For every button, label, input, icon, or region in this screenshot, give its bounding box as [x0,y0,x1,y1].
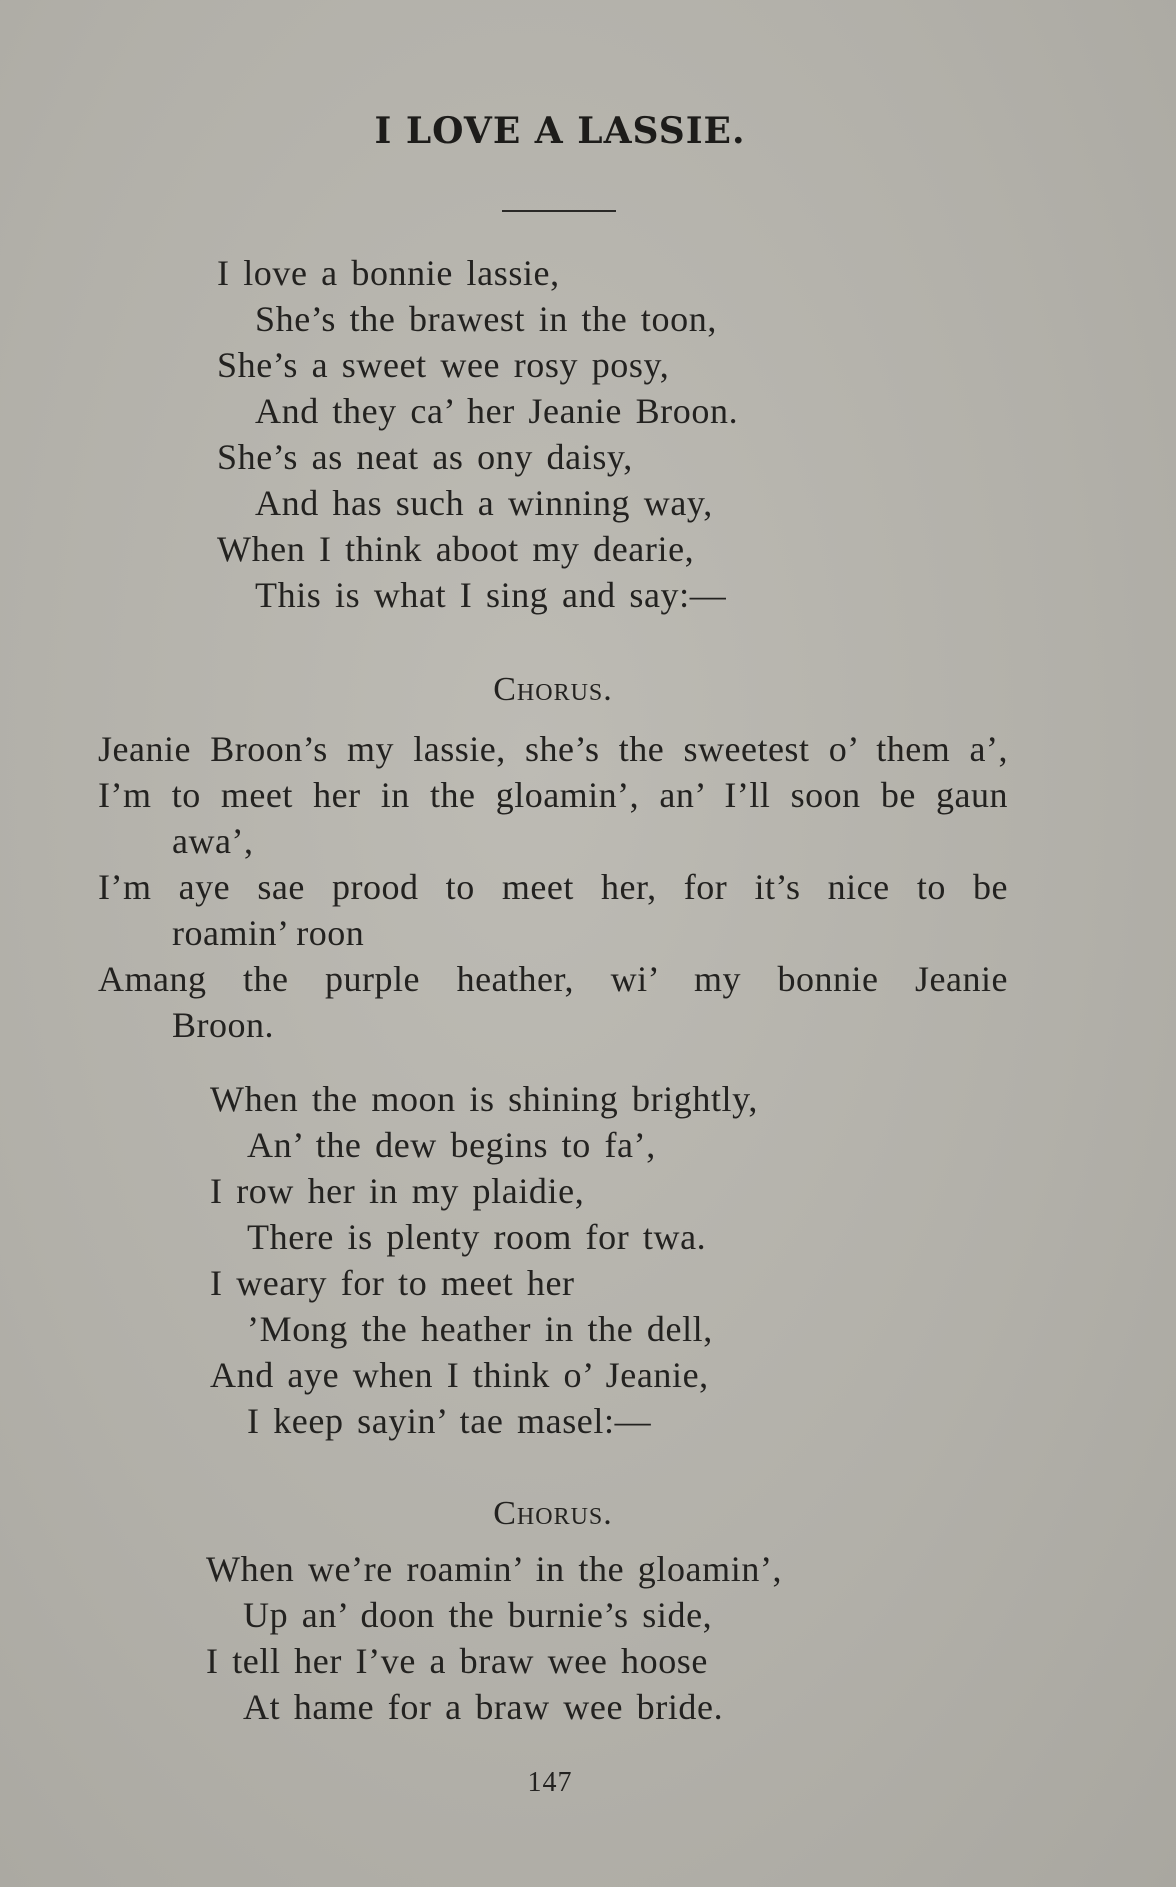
chorus-line-3: I’m aye sae prood to meet her, for it’s nice to be [98,867,1008,907]
verse-3-line-4: At hame for a braw wee bride. [243,1687,724,1727]
verse-1-line-2: She’s the brawest in the toon, [255,299,717,339]
verse-1-line-6: And has such a winning way, [255,483,713,523]
verse-1-line-8: This is what I sing and say:— [255,575,727,615]
chorus-line-2-cont: awa’, [172,821,254,861]
verse-2-line-2: An’ the dew begins to fa’, [247,1125,656,1165]
title-rule [502,210,616,212]
chorus-line-3-cont: roamin’ roon [172,913,365,953]
chorus-heading-2: Chorus. [493,1495,613,1532]
verse-2-line-3: I row her in my plaidie, [210,1171,585,1211]
verse-3-line-3: I tell her I’ve a braw wee hoose [206,1641,708,1681]
verse-2-line-4: There is plenty room for twa. [247,1217,707,1257]
verse-3-line-1: When we’re roamin’ in the gloamin’, [206,1549,783,1589]
verse-3-line-2: Up an’ doon the burnie’s side, [243,1595,713,1635]
song-title: I LOVE A LASSIE. [374,110,746,152]
chorus-line-4-cont: Broon. [172,1005,274,1045]
chorus-line-4: Amang the purple heather, wi’ my bonnie Jeanie [98,959,1008,999]
verse-1-line-5: She’s as neat as ony daisy, [217,437,633,477]
chorus-line-2: I’m to meet her in the gloamin’, an’ I’ll soon be gaun [98,775,1008,815]
verse-2-line-5: I weary for to meet her [210,1263,575,1303]
verse-1-line-3: She’s a sweet wee rosy posy, [217,345,670,385]
chorus-line-1: Jeanie Broon’s my lassie, she’s the sweetest o’ them a’, [98,729,1008,769]
chorus-heading-1: Chorus. [493,671,613,708]
verse-1-line-4: And they ca’ her Jeanie Broon. [255,391,739,431]
verse-2-line-1: When the moon is shining brightly, [210,1079,759,1119]
verse-1-line-7: When I think aboot my dearie, [217,529,695,569]
page-number: 147 [527,1767,573,1798]
verse-2-line-8: I keep sayin’ tae masel:— [247,1401,652,1441]
verse-2-line-7: And aye when I think o’ Jeanie, [210,1355,709,1395]
verse-1-line-1: I love a bonnie lassie, [217,253,560,293]
verse-2-line-6: ’Mong the heather in the dell, [247,1309,713,1349]
